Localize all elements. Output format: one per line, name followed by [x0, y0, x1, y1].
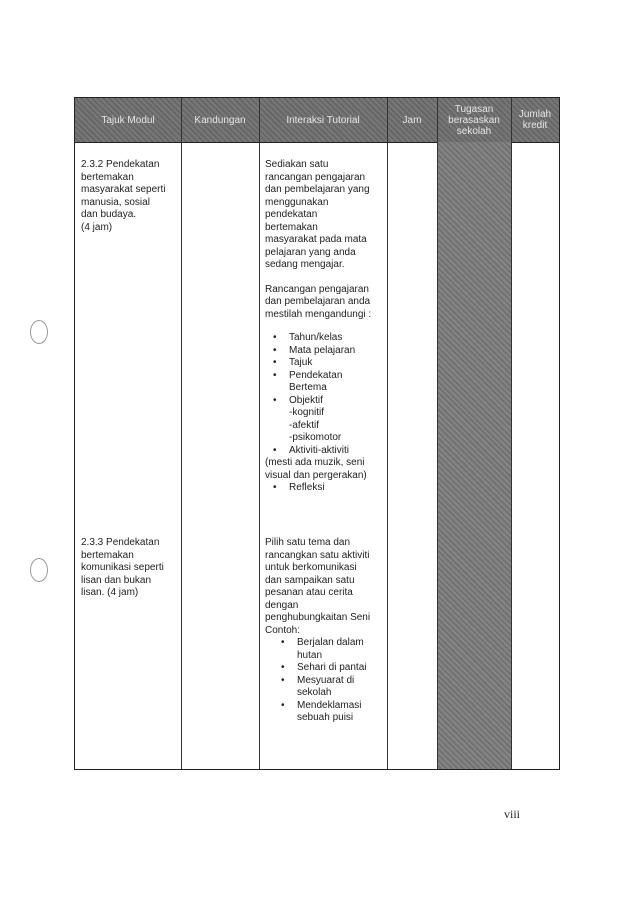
example-list: [265, 637, 385, 725]
table-header: [75, 98, 559, 143]
header-jam: Jam: [402, 114, 422, 126]
list-item: • Berjalan dalam hutan: [273, 637, 385, 662]
header-jumlah-kredit: Jumlah kredit: [518, 109, 552, 131]
punch-hole: [30, 320, 48, 344]
requirement-list: [265, 482, 385, 495]
list-item: • Tahun/kelas: [265, 332, 385, 345]
page-number: viii: [504, 807, 521, 821]
list-item: • Mendeklamasi sebuah puisi: [273, 700, 385, 725]
task-2-3-2: [265, 159, 385, 495]
column-divider: [259, 98, 260, 769]
list-item: • Tajuk: [265, 357, 385, 370]
task-2-3-3: [265, 537, 385, 725]
requirement-list: [265, 332, 385, 457]
list-item: • Mesyuarat di sekolah: [273, 675, 385, 700]
list-item: • Pendekatan Bertema: [265, 370, 385, 395]
punch-hole: [30, 558, 48, 582]
module-table: [74, 97, 560, 770]
header-kandungan: Kandungan: [194, 114, 246, 126]
list-item: • Sehari di pantai: [273, 662, 385, 675]
list-item: • Objektif -kognitif -afektif -psikomotor: [265, 395, 385, 445]
shaded-column: [437, 142, 511, 769]
task-instruction: Sediakan satu rancangan pengajaran dan pembelajaran yang menggunakan pendekatan bertemakan masyarakat pada mata pelajaran yang anda sedang mengajar.: [265, 159, 370, 270]
header-tugasan: Tugasan berasaskan sekolah: [448, 103, 500, 137]
header-tajuk-modul: Tajuk Modul: [101, 114, 155, 126]
task-requirement: Rancangan pengajaran dan pembelajaran anda mestilah mengandungi :: [265, 283, 372, 320]
list-item: • Refleksi: [265, 482, 385, 495]
topic-2-3-2: 2.3.2 Pendekatan bertemakan masyarakat seperti manusia, sosial dan budaya. (4 jam): [81, 159, 166, 233]
column-divider: [387, 98, 388, 769]
column-divider: [511, 98, 512, 769]
column-divider: [181, 98, 182, 769]
column-divider: [437, 98, 438, 769]
list-item: • Aktiviti-aktiviti: [265, 445, 385, 458]
list-item: • Mata pelajaran: [265, 345, 385, 358]
header-interaksi-tutorial: Interaksi Tutorial: [286, 114, 360, 126]
task-instruction: Pilih satu tema dan rancangkan satu aktiviti untuk berkomunikasi dan sampaikan satu pesanan atau cerita dengan penghubungkaitan Seni Contoh:: [265, 537, 371, 636]
topic-2-3-3: 2.3.3 Pendekatan bertemakan komunikasi seperti lisan dan bukan lisan. (4 jam): [81, 537, 164, 598]
activity-note: (mesti ada muzik, seni visual dan pergerakan): [265, 457, 367, 481]
